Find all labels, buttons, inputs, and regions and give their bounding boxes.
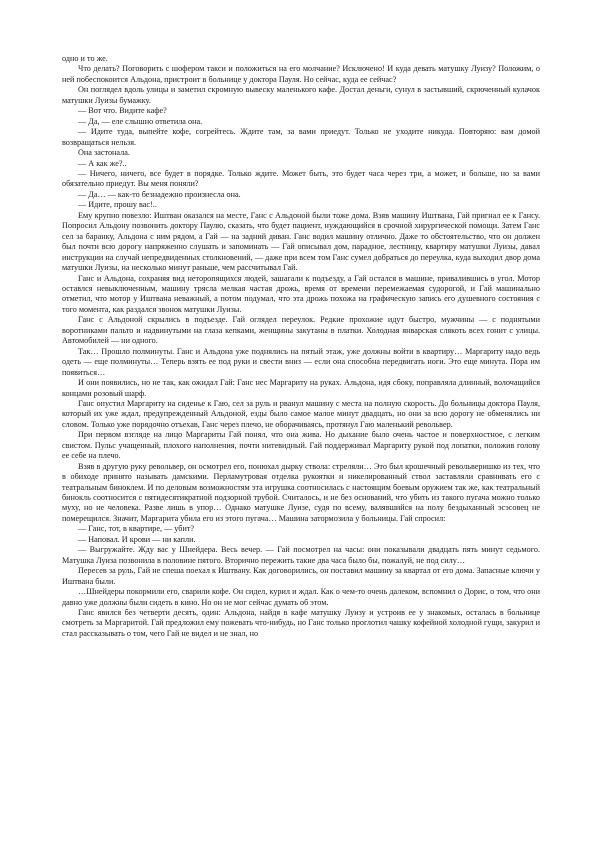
paragraph: — Ничего, ничего, все будет в порядке. Только ждите. Может быть, это будет часа через три, а может, и больше, но за вами обязательно приедут. Вы меня поняли? (62, 168, 540, 189)
paragraph: — Да, — еле слышно ответила она. (78, 116, 203, 126)
paragraph: Она застонала. (78, 148, 130, 158)
paragraph: — Выгружайте. Жду вас у Шнейдера. Весь вечер. — Гай посмотрел на часы: они показывали двадцать пять минут седьмого. Матушка Луиза позвонила в половине пятого. Вторично пережить такие два часа было бы, пожалуй, не под силу… (62, 545, 540, 565)
paragraph: Ганс с Альдоной скрылись в подъезде. Гай оглядел переулок. Редкие прохожие идут быстро, мужчины — с поднятыми воротниками пальто и надвинутыми на глаза кепками, женщины закутаны в платки. Холодная январская слякоть всех гонит с улицы. Автомобилей — ни одного. (62, 315, 540, 346)
document-text (62, 54, 540, 639)
paragraph: Ганс опустил Маргариту на сиденье к Гаю, сел за руль и рванул машину с места на полную скорость. До больницы доктора Пауля, который их уже ждал, предупрежденный Альдоной, езды было самое малое минут двадцать, но они за всю дорогу не обменялись ни словом. Только уже порядочно отъехав, Ганс через плечо, не оборачиваясь, протянул Гаю маленький револьвер. (62, 398, 540, 429)
paragraph: — Наповал. И крови — ни капли. (78, 534, 196, 544)
paragraph: Взяв в другую руку револьвер, он осмотрел его, понюхал дырку ствола: стреляли… Это был крошечный револьверишко из тех, что в обиходе принято называть дамскими. Перламутровая отделка рукоятки и никелированный ствол заставляли сравнивать его с театральным биноклем. И по деловым возможностям эта игрушка соотносилась с настоящим боевым оружием так же, как театральный бинокль соотносится с пятидесятикратной подзорной трубой. Считалось, и не без оснований, что убить из такого пугача можно только муху, но не человека. Разве лишь в упор… Однако матушке Луизе, судя по всему, валявшийся на полу бездыханный эсэсовец не померещился. Значит, Маргарита убила его из этого пугача… Машина затормозила у больницы. Гай спросил: (62, 461, 540, 523)
paragraph: При первом взгляде на лицо Маргариты Гай понял, что она жива. Но дыхание было очень частое и поверхностное, с легким свистом. Пульс учащенный, плохого наполнения, почти нитевидный. Гай поддерживал Маргариту рукой под лопатки, положив голову ее себе на плечо. (62, 430, 540, 461)
paragraph: Пересев за руль, Гай не спеша поехал к Иштвану. Как договорились, он поставил машину за квартал от его дома. Запасные ключи у Иштвана были. (62, 566, 540, 586)
paragraph: — Вот что. Видите кафе? (78, 106, 167, 116)
paragraph: И они появились, но не так, как ожидал Гай: Ганс нес Маргариту на руках. Альдона, идя сбоку, поправляла длинный, волочащийся концами розовый шарф. (62, 378, 540, 398)
paragraph: — Идите, прошу вас!.. (78, 200, 157, 210)
paragraph: одно и то же. (62, 54, 108, 63)
paragraph: — А как же?.. (78, 158, 127, 168)
paragraph: — Да… — как-то безнадежно произнесла она. (78, 189, 241, 199)
paragraph: Он поглядел вдоль улицы и заметил скромную вывеску маленького кафе. Достал деньги, сунул в застывший, скрюченный кулачок матушки Луизы бумажку. (62, 85, 540, 105)
paragraph: — Ганс, тот, в квартире, — убит? (78, 524, 195, 534)
paragraph: …Шнейдеры покормили его, сварили кофе. Он сидел, курил и ждал. Как о чем-то очень далеком, вспомнил о Дорис, о том, что они давно уже должны были сидеть в кино. Но он не мог сейчас думать об этом. (62, 587, 540, 607)
paragraph: Ганс и Альдона, сохраняя вид неторопящихся людей, зашагали к подъезду, а Гай остался в машине, привалившись в угол. Мотор оставлся невыключенным, машину трясла мелкая частая дрожь, время от времени перемежаемая судорогой, и Гай машинально отметил, что мотор у Иштвана неважный, а потом подумал, что эта дрожь похожа на графическую запись его душевного состояния с того момента, как раздался звонок матушки Луизы. (62, 273, 540, 314)
paragraph: — Идите туда, выпейте кофе, согрейтесь. Ждите там, за вами приедут. Только не уходите никуда. Повторяю: вам домой возвращаться нельзя. (62, 127, 540, 147)
paragraph: Ему крупно повезло: Иштван оказался на месте, Ганс с Альдоной были тоже дома. Взяв машину Иштвана, Гай пригнал ее к Гансу. Попросил Альдону позвонить доктору Паулю, сказать, что будет пациент, нуждающийся в срочной хирургической помощи. Затем Ганс сел за баранку, Альдона с ним рядом, а Гай — на задний диван. Ганс водил машину отлично. Даже то обстоятельство, что он должен был почти всю дорогу напряженно слушать и запоминать — Гай описывал дом, парадное, лестницу, квартиру матушки Луизы, давал инструкции на случай непредвиденных столкновений, — даже при всем том Ганс сумел добраться до переулка, куда выходил двор дома матушки Луизы, на несколько минут раньше, чем рассчитывал Гай. (62, 210, 540, 273)
paragraph: Ганс явился без четверти десять, один: Альдона, найдя в кафе матушку Луизу и устроив ее у знакомых, осталась в больнице смотреть за Маргаритой. Гай предложил ему пожевать что-нибудь, но Ганс только проглотил чашку кофейной холодной гущи, закурил и стал рассказывать о том, чего Гай не видел и не знал, но (62, 608, 540, 638)
paragraph: Что делать? Поговорить с шофером такси и положиться на его молчание? Исключено! И куда девать матушку Луизу? Положим, о ней побеспокоится Альдона, пристроит в больнице у доктора Пауля. Но сейчас, куда ее сейчас? (62, 64, 540, 84)
paragraph: Так… Прошло полминуты. Ганс и Альдона уже поднялись на пятый этаж, уже должны войти в квартиру… Маргариту надо ведь одеть — еще полминуты… Теперь взять ее под руки и свести вниз — если она способна передвигать ноги. Это еще минута. Пора им появиться… (62, 346, 540, 377)
